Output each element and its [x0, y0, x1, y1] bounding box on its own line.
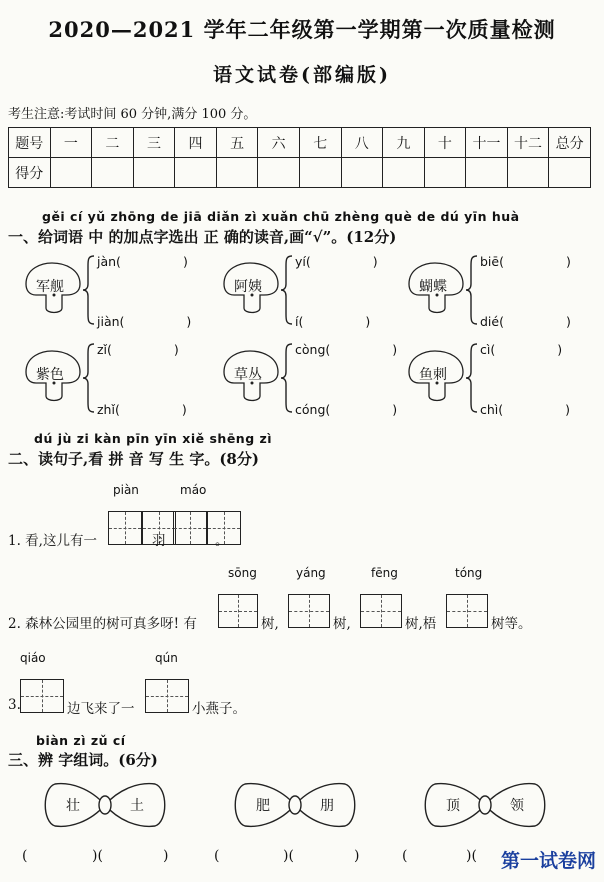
q1-text-after1: 羽: [152, 533, 166, 549]
q3-number: 3.: [8, 697, 21, 713]
score-cell[interactable]: [383, 158, 425, 188]
q3-pinyin-2: qún: [155, 651, 178, 665]
mushroom-word: 草丛: [234, 367, 262, 383]
pinyin-option-bottom[interactable]: chì( ): [480, 402, 571, 417]
mushroom-shape: [405, 262, 467, 320]
exam-notice: 考生注意:考试时间 60 分钟,满分 100 分。: [8, 107, 257, 122]
pinyin-option-bottom[interactable]: dié( ): [480, 314, 571, 329]
blank-paren[interactable]: (: [402, 848, 408, 864]
q3-write-box-1[interactable]: [20, 679, 64, 713]
score-table-header-cell: 九: [383, 128, 425, 158]
mushroom-shape: [22, 350, 84, 408]
q3-write-box-2[interactable]: [145, 679, 189, 713]
pinyin-option-top[interactable]: jàn( ): [97, 254, 188, 269]
q1-write-box-1[interactable]: [108, 511, 142, 545]
q1-text-after2: 。: [215, 533, 229, 549]
mushroom-shape: [405, 350, 467, 408]
blank-paren[interactable]: ): [354, 848, 360, 864]
score-table-score-label: 得分: [9, 158, 51, 188]
score-cell[interactable]: [216, 158, 258, 188]
mushroom-word: 军舰: [36, 279, 64, 295]
score-cell[interactable]: [175, 158, 217, 188]
q1-write-box-3[interactable]: [173, 511, 207, 545]
q1-pinyin-1: piàn: [113, 483, 139, 497]
score-cell[interactable]: [424, 158, 466, 188]
pinyin-option-top[interactable]: yí( ): [295, 254, 378, 269]
q2-write-box-2[interactable]: [288, 594, 330, 628]
mushroom-shape: [22, 262, 84, 320]
exam-title: 2020—2021 学年二年级第一学期第一次质量检测: [48, 17, 556, 42]
score-cell[interactable]: [466, 158, 508, 188]
bow-char-right: 领: [510, 798, 524, 814]
section3-pinyin: biàn zì zǔ cí: [36, 733, 126, 748]
score-cell[interactable]: [92, 158, 134, 188]
pinyin-option-bottom[interactable]: jiàn( ): [97, 314, 192, 329]
score-cell[interactable]: [258, 158, 300, 188]
bow-char-right: 朋: [320, 798, 334, 814]
bow-shape: [420, 780, 550, 830]
score-table-header-cell: 四: [175, 128, 217, 158]
pinyin-option-bottom[interactable]: cóng( ): [295, 402, 398, 417]
q2-text-1: 树,: [261, 616, 279, 632]
score-table-header-cell: 十一: [466, 128, 508, 158]
bow-char-left: 壮: [66, 798, 80, 814]
q2-pinyin-4: tóng: [455, 566, 483, 580]
bow-char-right: 土: [130, 798, 144, 814]
score-table: [8, 127, 591, 188]
brace-icon: [82, 254, 96, 326]
score-table-header-cell: 总分: [549, 128, 591, 158]
pinyin-option-top[interactable]: cì( ): [480, 342, 563, 357]
pinyin-option-top[interactable]: zǐ( ): [97, 342, 179, 357]
mushroom-word: 鱼刺: [419, 367, 447, 383]
mushroom-word: 阿姨: [234, 279, 262, 295]
bow-char-left: 肥: [256, 798, 270, 814]
q1-text-before: 1. 看,这儿有一: [8, 533, 97, 549]
blank-paren[interactable]: )(: [283, 848, 294, 864]
mushroom-shape: [220, 262, 282, 320]
brace-icon: [280, 342, 294, 414]
q2-write-box-1[interactable]: [218, 594, 258, 628]
score-cell[interactable]: [549, 158, 591, 188]
mushroom-word: 蝴蝶: [419, 279, 447, 295]
q1-pinyin-2: máo: [180, 483, 207, 497]
score-table-header-cell: 一: [50, 128, 92, 158]
blank-paren[interactable]: ): [163, 848, 169, 864]
score-table-header-cell: 三: [133, 128, 175, 158]
mushroom-word: 紫色: [36, 367, 64, 383]
bow-char-left: 顶: [446, 798, 460, 814]
q2-pinyin-1: sōng: [228, 566, 257, 580]
section2-heading: 二、读句子,看 拼 音 写 生 字。(8分): [8, 450, 259, 468]
q2-text-before: 2. 森林公园里的树可真多呀! 有: [8, 616, 197, 632]
score-cell[interactable]: [299, 158, 341, 188]
score-table-header-cell: 二: [92, 128, 134, 158]
brace-icon: [465, 342, 479, 414]
q3-text-mid: 边飞来了一: [67, 701, 135, 717]
score-table-header-cell: 八: [341, 128, 383, 158]
section1-heading: 一、给词语 中 的加点字选出 正 确的读音,画“√”。(12分): [8, 228, 397, 246]
brace-icon: [280, 254, 294, 326]
score-cell[interactable]: [50, 158, 92, 188]
q2-text-3: 树,梧: [405, 616, 437, 632]
score-table-header-row: [9, 128, 591, 158]
score-cell[interactable]: [133, 158, 175, 188]
blank-paren[interactable]: )(: [466, 848, 477, 864]
mushroom-shape: [220, 350, 282, 408]
brace-icon: [82, 342, 96, 414]
section3-heading: 三、辨 字组词。(6分): [8, 751, 158, 769]
score-table-score-row: [9, 158, 591, 188]
section2-pinyin: dú jù zi kàn pīn yīn xiě shēng zì: [34, 431, 273, 446]
brand-watermark: 第一试卷网: [500, 850, 596, 872]
pinyin-option-top[interactable]: biē( ): [480, 254, 571, 269]
pinyin-option-bottom[interactable]: zhǐ( ): [97, 402, 187, 417]
q2-text-2: 树,: [333, 616, 351, 632]
q3-text-after: 小燕子。: [192, 701, 246, 717]
pinyin-option-top[interactable]: còng( ): [295, 342, 398, 357]
exam-subtitle: 语文试卷(部编版): [213, 64, 391, 86]
q2-write-box-3[interactable]: [360, 594, 402, 628]
q2-pinyin-3: fēng: [371, 566, 398, 580]
score-table-header-cell: 六: [258, 128, 300, 158]
bow-shape: [40, 780, 170, 830]
score-table-header-cell: 十二: [507, 128, 549, 158]
score-table-header-cell: 十: [424, 128, 466, 158]
q2-write-box-4[interactable]: [446, 594, 488, 628]
brace-icon: [465, 254, 479, 326]
blank-paren[interactable]: )(: [92, 848, 103, 864]
score-cell[interactable]: [507, 158, 549, 188]
score-table-header-cell: 五: [216, 128, 258, 158]
pinyin-option-bottom[interactable]: í( ): [295, 314, 371, 329]
section1-pinyin: gěi cí yǔ zhōng de jiā diǎn zì xuǎn chū zhèng què de dú yīn huà: [42, 209, 520, 224]
score-cell[interactable]: [341, 158, 383, 188]
score-table-header-cell: 七: [299, 128, 341, 158]
score-table-label-header: 题号: [9, 128, 51, 158]
q2-text-4: 树等。: [491, 616, 532, 632]
bow-shape: [230, 780, 360, 830]
blank-paren[interactable]: (: [22, 848, 28, 864]
blank-paren[interactable]: (: [214, 848, 220, 864]
q3-pinyin-1: qiáo: [20, 651, 46, 665]
q2-pinyin-2: yáng: [296, 566, 326, 580]
